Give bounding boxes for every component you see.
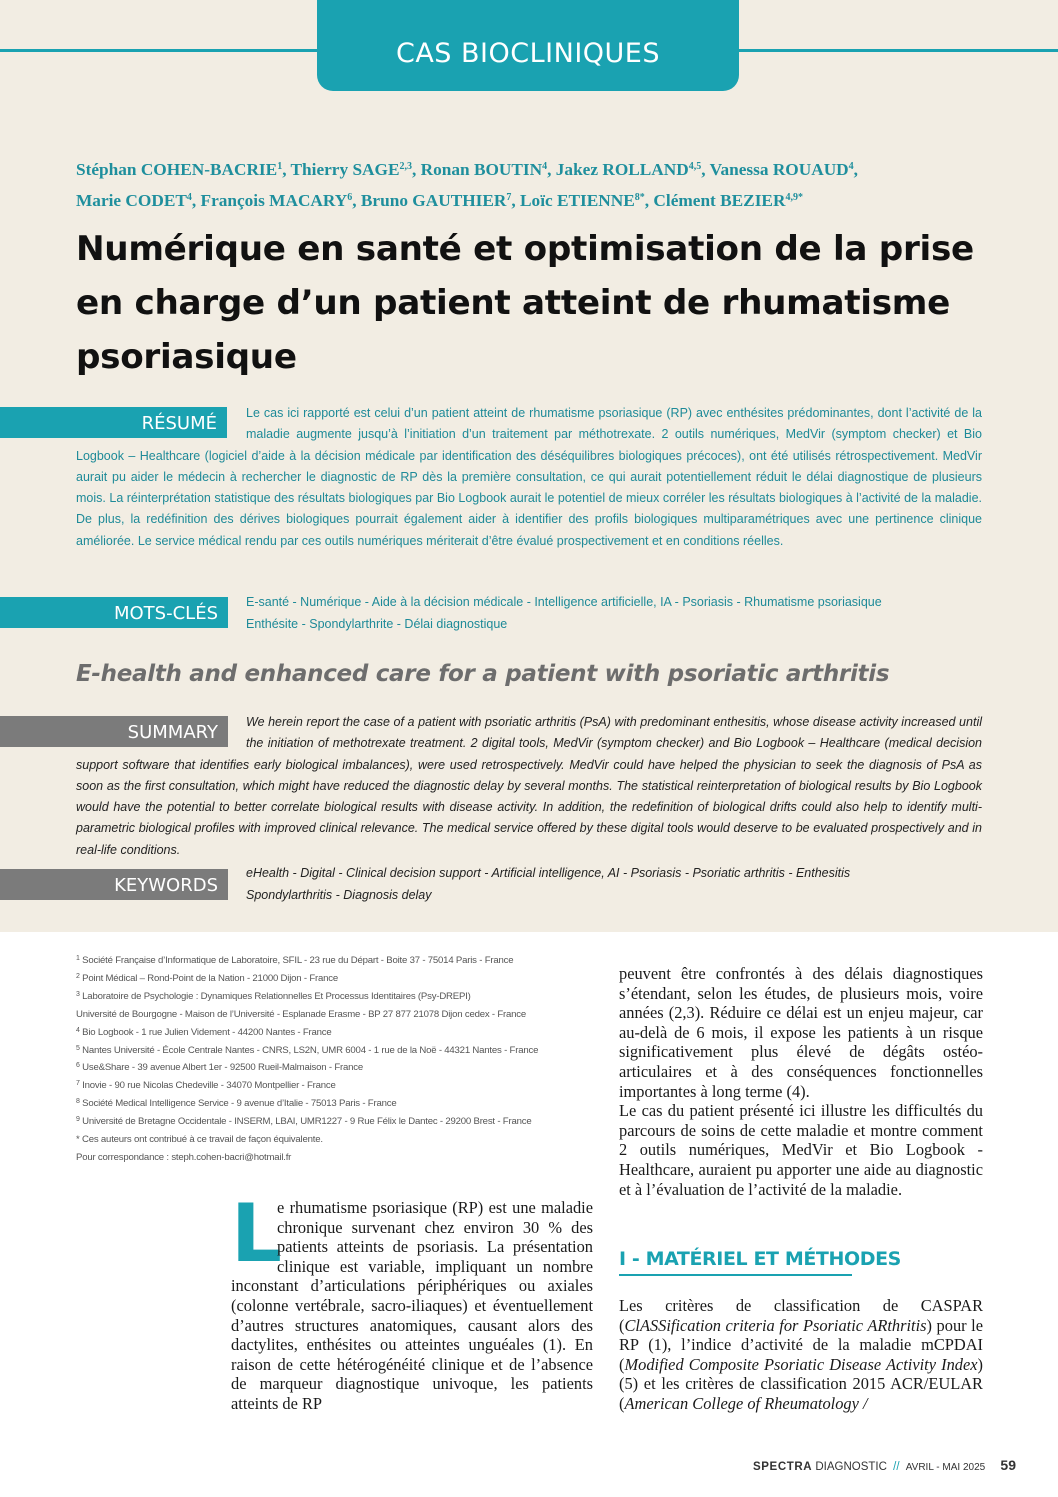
summary-label: SUMMARY xyxy=(0,716,228,747)
author-affiliation-ref: 4 xyxy=(848,161,854,172)
mots-cles-line-2: Enthésite - Spondylarthrite - Délai diagnostique xyxy=(246,617,508,631)
issue-date: AVRIL - MAI 2025 xyxy=(905,1462,986,1473)
resume-body: Le cas ici rapporté est celui d’un patient atteint de rhumatisme psoriasique (RP) avec enthésites prédominantes, dont l’activité de la maladie augmente jusqu’à l’initiation d’un traitement par méthotrexate. 2 outils numériques, MedVir (symptom checker) et Bio Logbook – Healthcare (logiciel d’aide à la décision médicale par identification des déséquilibres biologiques précoces), ont été utilisés rétrospectivement. MedVir aurait pu aider le médecin à rechercher le diagnostic de RP dès la première consultation, ce qui aurait potentiellement réduit le délai diagnostique de plusieurs mois. La réinterprétation statistique des résultats biologiques par Bio Logbook aurait le potentiel de mieux corréler les résultats biologiques à l’activité de la maladie. De plus, la redéfinition des dérives biologiques pourrait également aider à identifier des profils biologiques multiparamétriques avec une pertinence clinique améliorée. Le service médical rendu par ces outils numériques mériterait d’être évalué prospectivement et en conditions réelles. xyxy=(76,406,982,548)
author-affiliation-ref: 4,9* xyxy=(785,192,803,203)
author-affiliation-ref: 8* xyxy=(634,192,645,203)
author-affiliation-ref: 1 xyxy=(277,161,283,172)
author-name: Loïc ETIENNE xyxy=(520,191,635,210)
journal-brand: SPECTRA xyxy=(753,1461,813,1473)
author-name: Stéphan COHEN-BACRIE xyxy=(76,160,278,179)
author-name: Clément BEZIER xyxy=(653,191,786,210)
affiliation-text: Société Medical Intelligence Service - 9 avenue d’Italie - 75013 Paris - France xyxy=(82,1098,397,1110)
author-affiliation-ref: 6 xyxy=(347,192,353,203)
journal-name: DIAGNOSTIC xyxy=(815,1461,887,1473)
affiliation-number: 6 xyxy=(76,1062,80,1070)
affiliation-line xyxy=(76,1095,596,1113)
footer-separator: // xyxy=(893,1461,900,1473)
methods-paragraph xyxy=(619,1296,983,1414)
affiliations xyxy=(76,952,596,1167)
affiliation-line xyxy=(76,1131,596,1149)
affiliation-text: Use&Share - 39 avenue Albert 1er - 92500 Rueil-Malmaison - France xyxy=(82,1062,363,1074)
page-number: 59 xyxy=(1000,1457,1016,1473)
label-spacer xyxy=(76,712,246,754)
author-affiliation-ref: 4,5 xyxy=(688,161,702,172)
affiliation-text: Point Médical – Rond-Point de la Nation - 21000 Dijon - France xyxy=(82,972,339,984)
keywords-list xyxy=(246,862,986,906)
right-column-text xyxy=(619,964,983,1199)
affiliation-number: 8 xyxy=(76,1098,80,1106)
mots-cles-line-1: E-santé - Numérique - Aide à la décision médicale - Intelligence artificielle, IA - Psoriasis - Rhumatisme psoriasique xyxy=(246,595,882,609)
resume-label: RÉSUMÉ xyxy=(0,407,227,438)
author-name: Vanessa ROUAUD xyxy=(709,160,849,179)
mots-cles-label: MOTS-CLÉS xyxy=(0,597,228,628)
affiliation-line xyxy=(76,988,596,1006)
affiliation-text: Université de Bourgogne - Maison de l’Université - Esplanade Erasme - BP 27 877 21078 Dijon cedex - France xyxy=(76,1008,527,1020)
keywords-line-1: eHealth - Digital - Clinical decision support - Artificial intelligence, AI - Psoriasis - Psoriatic arthritis - Enthesitis xyxy=(246,866,851,880)
methods-text: ) (5) et les critères de classification 2015 ACR/EULAR ( xyxy=(619,1354,983,1413)
affiliation-number: 5 xyxy=(76,1044,80,1052)
author-affiliation-ref: 7 xyxy=(506,192,512,203)
affiliation-text: Bio Logbook - 1 rue Julien Videment - 44200 Nantes - France xyxy=(82,1026,332,1038)
affiliation-text: Laboratoire de Psychologie : Dynamiques Relationnelles Et Processus Identitaires (Psy-DREPI) xyxy=(82,990,471,1002)
section-tab: CAS BIOCLINIQUES xyxy=(317,0,739,91)
resume-text xyxy=(76,403,982,552)
author-name: Ronan BOUTIN xyxy=(420,160,543,179)
paragraph-delays: peuvent être confrontés à des délais diagnostiques s’étendant, selon les études, de plusieurs mois, voire années (2,3). Réduire ce délai est un enjeu majeur, car au-delà de 6 mois, il expose les patients à un risque significativement plus élevé de dégâts ostéo-articulaires et à des conséquences fonctionnelles importantes à long terme (4). xyxy=(619,964,983,1101)
author-affiliation-ref: 4 xyxy=(186,192,192,203)
affiliation-line xyxy=(76,1006,596,1024)
author-affiliation-ref: 4 xyxy=(542,161,548,172)
affiliation-text: Société Française d’Informatique de Laboratoire, SFIL - 23 rue du Départ - Boite 37 - 75014 Paris - France xyxy=(82,955,514,966)
affiliation-number: 3 xyxy=(76,990,80,998)
affiliation-line xyxy=(76,970,596,988)
affiliation-text: Pour correspondance : steph.cohen-bacri@hotmail.fr xyxy=(76,1151,292,1163)
affiliation-number: 9 xyxy=(76,1116,80,1124)
authors-line-1: Stéphan COHEN-BACRIE$^1$, Thierry SAGE$^{2,3}$, Ronan BOUTIN$^4$, Jakez ROLLAND$^{4,5}$, Vanessa ROUAUD$^4$, xyxy=(76,160,858,179)
author-name: Marie CODET xyxy=(76,191,187,210)
affiliation-number: 1 xyxy=(76,955,80,962)
author-name: Bruno GAUTHIER xyxy=(360,191,507,210)
affiliation-line xyxy=(76,1042,596,1060)
methods-italic: Modified Composite Psoriatic Disease Activity Index xyxy=(624,1354,978,1374)
mots-cles-list xyxy=(246,591,986,635)
article-title: Numérique en santé et optimisation de la prise en charge d’un patient atteint de rhumatisme psoriasique xyxy=(76,229,974,377)
authors xyxy=(76,154,976,216)
affiliation-line xyxy=(76,1113,596,1131)
affiliation-line xyxy=(76,952,596,970)
page-footer xyxy=(753,1457,1016,1473)
intro-text: e rhumatisme psoriasique (RP) est une maladie chronique survenant chez environ 30 % des patients atteints de psoriasis. La présentation clinique est variable, impliquant un nombre inconstant d’articulations périphériques ou axiales (colonne vertébrale, sacro-iliaques) et éventuellement d’autres structures anatomiques, causant alors des dactylites, enthésites ou atteintes unguéales (1). En raison de cette hétérogénéité clinique et de l’absence de marqueur diagnostique univoque, les patients atteints de RP xyxy=(231,1198,593,1413)
summary-text xyxy=(76,712,982,861)
affiliation-text: Université de Bretagne Occidentale - INSERM, LBAI, UMR1227 - 9 Rue Félix le Dantec - 29200 Brest - France xyxy=(82,1116,532,1128)
methods-italic: ClASSification criteria for Psoriatic ARthritis xyxy=(624,1315,927,1335)
affiliation-text: Nantes Université - École Centrale Nantes - CNRS, LS2N, UMR 6004 - 1 rue de la Noë - 44321 Nantes - France xyxy=(82,1044,539,1056)
affiliation-line xyxy=(76,1077,596,1095)
affiliation-number: 7 xyxy=(76,1080,80,1088)
keywords-line-2: Spondylarthritis - Diagnosis delay xyxy=(246,888,432,902)
affiliation-line xyxy=(76,1024,596,1042)
keywords-label: KEYWORDS xyxy=(0,869,228,900)
intro-paragraph xyxy=(231,1187,593,1414)
paragraph-case: Le cas du patient présenté ici illustre les difficultés du parcours de soins de cette maladie et montre comment 2 outils numériques, MedVir et Bio Logbook - Healthcare, auraient pu apporter une aide au diagnostic et à l’évaluation de l’activité de la maladie. xyxy=(619,1101,983,1199)
author-name: Jakez ROLLAND xyxy=(555,160,689,179)
author-name: Thierry SAGE xyxy=(290,160,400,179)
affiliation-number: 2 xyxy=(76,972,80,980)
author-name: François MACARY xyxy=(200,191,348,210)
affiliation-text: * Ces auteurs ont contribué à ce travail de façon équivalente. xyxy=(76,1134,323,1146)
affiliation-text: Inovie - 90 rue Nicolas Chedeville - 34070 Montpellier - France xyxy=(82,1080,336,1092)
drop-cap: L xyxy=(231,1187,282,1280)
methods-italic: American College of Rheumatology / xyxy=(624,1393,868,1413)
authors-line-2: Marie CODET$^4$, François MACARY$^6$, Bruno GAUTHIER$^7$, Loïc $ETIENNE^{8*}$, Clément $BEZIER^{4,9*}$ xyxy=(76,191,803,210)
affiliation-number: 4 xyxy=(76,1026,80,1034)
summary-body: We herein report the case of a patient with psoriatic arthritis (PsA) with predominant enthesitis, whose disease activity increased until the initiation of methotrexate treatment. 2 digital tools, MedVir (symptom checker) and Bio Logbook – Healthcare (medical decision support software that identifies early biological imbalances), were used retrospectively. MedVir could have helped the physician to seek the diagnosis of PsA as soon as the first consultation, which might have reduced the diagnostic delay by several months. The statistical reinterpretation of biological results by Bio Logbook would have the potential to better correlate biological results with disease activity. In addition, the redefinition of biological drifts could also help to identify multi-parametric biological profiles with improved clinical relevance. The medical service offered by these digital tools would deserve to be evaluated prospectively and in real-life conditions. xyxy=(76,715,982,857)
section-heading: I - MATÉRIEL ET MÉTHODES xyxy=(619,1248,852,1276)
label-spacer xyxy=(76,403,246,445)
english-title: E-health and enhanced care for a patient with psoriatic arthritis xyxy=(76,661,890,687)
methods-text: Les critères de classification de CASPAR ( xyxy=(619,1296,983,1335)
methods-text: ) pour le RP (1), l’indice d’activité de la maladie mCPDAI ( xyxy=(619,1315,983,1374)
affiliation-line xyxy=(76,1059,596,1077)
affiliation-line xyxy=(76,1149,596,1167)
author-affiliation-ref: 2,3 xyxy=(399,161,413,172)
